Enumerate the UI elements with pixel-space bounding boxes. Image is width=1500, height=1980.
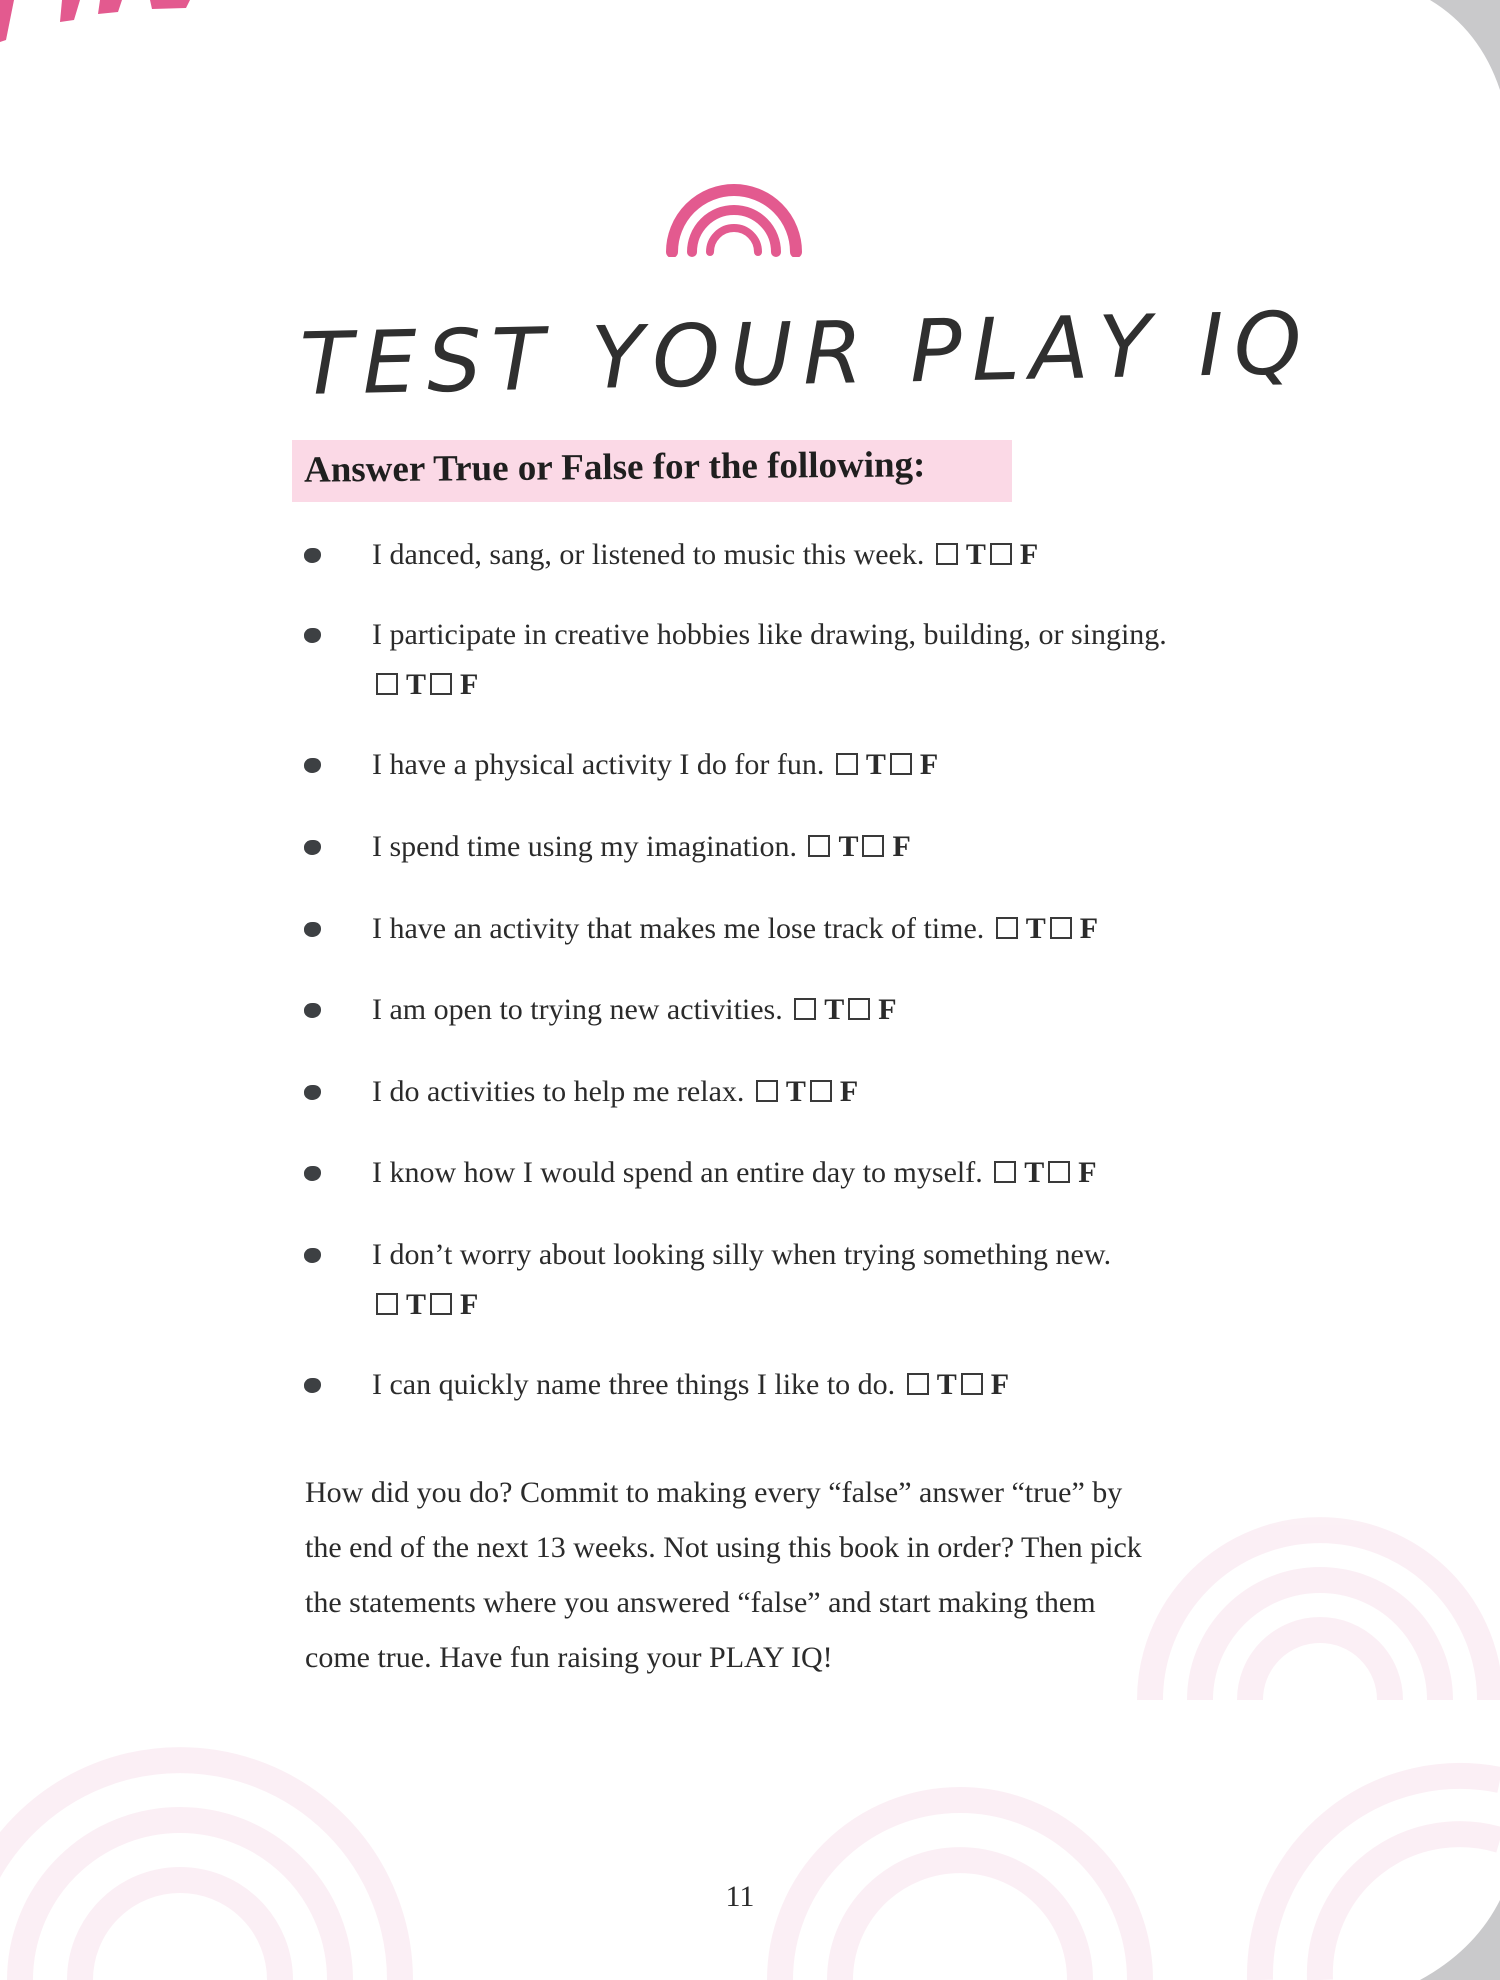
quiz-statement: I have an activity that makes me lose track of time. T F bbox=[372, 912, 1099, 945]
page-subtitle: Answer True or False for the following: bbox=[303, 444, 926, 491]
quiz-statement: I danced, sang, or listened to music this week. T F bbox=[372, 538, 1039, 571]
quiz-statement: I know how I would spend an entire day to myself. T F bbox=[372, 1156, 1097, 1189]
checkbox-true[interactable] bbox=[836, 753, 858, 775]
checkbox-false[interactable] bbox=[430, 673, 452, 695]
true-false-options: T F bbox=[932, 538, 1038, 571]
true-false-options: T F bbox=[372, 1288, 478, 1321]
quiz-statement: I have a physical activity I do for fun. T F bbox=[372, 748, 939, 781]
quiz-statement: I do activities to help me relax. T F bbox=[372, 1075, 859, 1108]
true-false-options: T F bbox=[372, 668, 478, 701]
checkbox-true[interactable] bbox=[936, 543, 958, 565]
corner-stripes-decoration bbox=[0, 0, 220, 50]
checkbox-false[interactable] bbox=[810, 1080, 832, 1102]
quiz-statement: I spend time using my imagination. T F bbox=[372, 830, 911, 863]
outro-paragraph: How did you do? Commit to making every “false” answer “true” by the end of the next 13 weeks. Not using this book in order? Then pick the statements where you answered “false” and start making them come true. Have fun raising your PLAY IQ! bbox=[305, 1476, 1142, 1674]
true-false-options: T F bbox=[832, 748, 938, 781]
checkbox-false[interactable] bbox=[1050, 917, 1072, 939]
checkbox-false[interactable] bbox=[990, 543, 1012, 565]
checkbox-false[interactable] bbox=[430, 1293, 452, 1315]
page-corner-bottom-right bbox=[1420, 1900, 1500, 1980]
checkbox-true[interactable] bbox=[376, 673, 398, 695]
checkbox-true[interactable] bbox=[994, 1161, 1016, 1183]
checkbox-false[interactable] bbox=[890, 753, 912, 775]
true-false-options: T F bbox=[992, 912, 1098, 945]
true-false-options: T F bbox=[990, 1156, 1096, 1189]
checkbox-true[interactable] bbox=[794, 998, 816, 1020]
checkbox-false[interactable] bbox=[1048, 1161, 1070, 1183]
page-title: TEST YOUR PLAY IQ bbox=[298, 293, 1313, 415]
quiz-statement: I participate in creative hobbies like drawing, building, or singing. T F bbox=[372, 618, 1167, 701]
checkbox-true[interactable] bbox=[808, 835, 830, 857]
subtitle-highlight bbox=[292, 440, 1012, 502]
checkbox-true[interactable] bbox=[907, 1373, 929, 1395]
page-number: 11 bbox=[725, 1880, 755, 1913]
quiz-statement: I don’t worry about looking silly when trying something new. T F bbox=[372, 1238, 1112, 1321]
checkbox-false[interactable] bbox=[862, 835, 884, 857]
true-false-options: T F bbox=[903, 1368, 1009, 1401]
true-false-options: T F bbox=[790, 993, 896, 1026]
checkbox-false[interactable] bbox=[848, 998, 870, 1020]
quiz-statement: I am open to trying new activities. T F bbox=[372, 993, 897, 1026]
quiz-statement: I can quickly name three things I like to do. T F bbox=[372, 1368, 1010, 1401]
page-corner-top-right bbox=[1430, 0, 1500, 90]
checkbox-false[interactable] bbox=[961, 1373, 983, 1395]
checkbox-true[interactable] bbox=[376, 1293, 398, 1315]
checkbox-true[interactable] bbox=[756, 1080, 778, 1102]
true-false-options: T F bbox=[804, 830, 910, 863]
true-false-options: T F bbox=[752, 1075, 858, 1108]
rainbow-icon bbox=[662, 172, 807, 257]
checkbox-true[interactable] bbox=[996, 917, 1018, 939]
